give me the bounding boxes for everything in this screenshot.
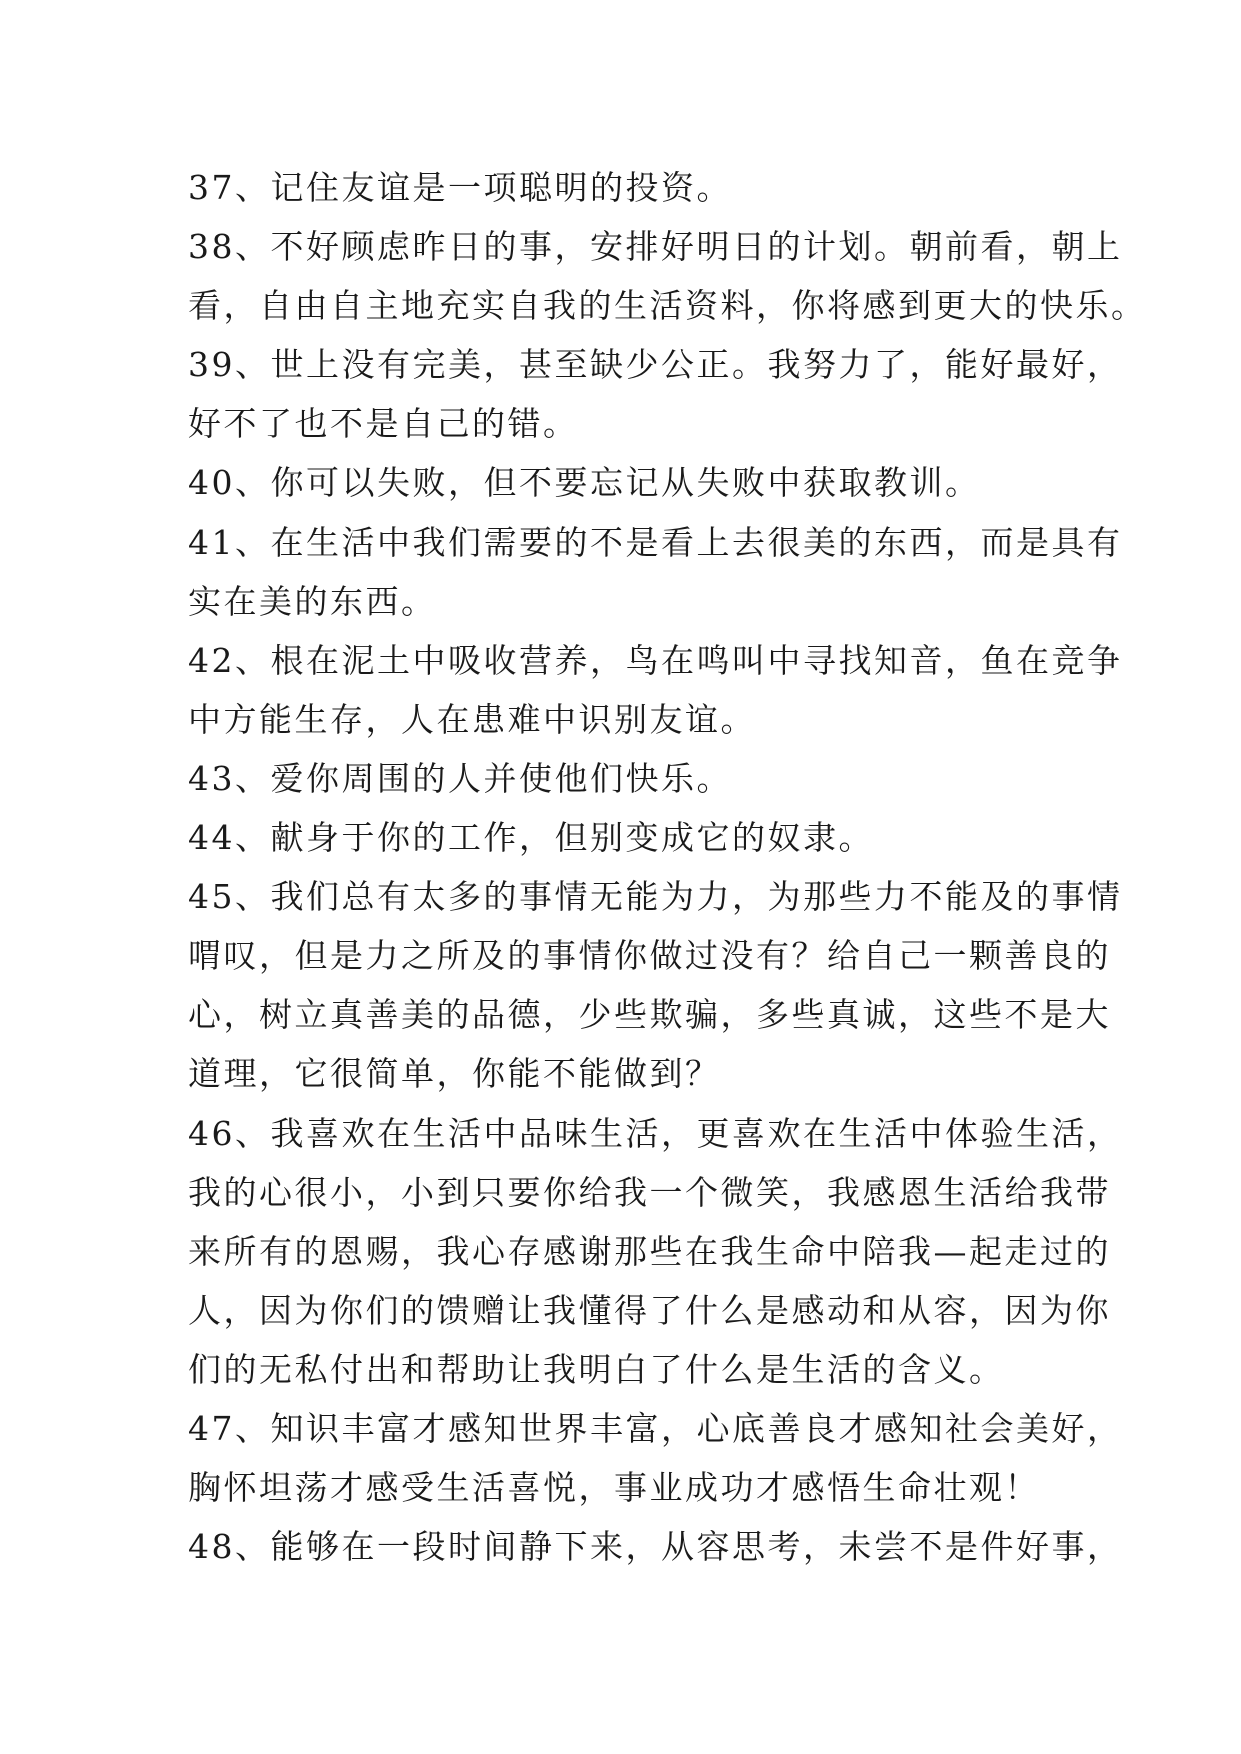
text-line: 来所有的恩赐，我心存感谢那些在我生命中陪我—起走过的 [188, 1231, 1111, 1271]
document-body [188, 158, 1147, 1576]
text-line: 48、能够在一段时间静下来，从容思考，未尝不是件好事， [188, 1527, 1123, 1567]
text-line: 道理，它很简单，你能不能做到？ [188, 1054, 721, 1094]
text-line: 喟叹，但是力之所及的事情你做过没有？给自己一颗善良的 [188, 936, 1111, 976]
text-line: 40、你可以失败，但不要忘记从失败中获取教训。 [188, 463, 981, 503]
text-line: 实在美的东西。 [188, 581, 437, 621]
text-line: 们的无私付出和帮助让我明白了什么是生活的含义。 [188, 1349, 1005, 1389]
text-line: 39、世上没有完美，甚至缺少公正。我努力了，能好最好， [188, 345, 1123, 385]
text-line: 我的心很小，小到只要你给我一个微笑，我感恩生活给我带 [188, 1172, 1111, 1212]
text-line: 37、记住友谊是一项聪明的投资。 [188, 168, 732, 207]
text-line: 看，自由自主地充实自我的生活资料，你将感到更大的快乐。 [188, 286, 1147, 326]
text-line: 人，因为你们的馈赠让我懂得了什么是感动和从容，因为你 [188, 1290, 1111, 1330]
text-line: 38、不好顾虑昨日的事，安排好明日的计划。朝前看，朝上 [188, 227, 1123, 267]
text-line: 42、根在泥土中吸收营养，鸟在鸣叫中寻找知音，鱼在竞争 [188, 640, 1123, 680]
text-line: 43、爱你周围的人并使他们快乐。 [188, 758, 732, 798]
text-line: 心，树立真善美的品德，少些欺骗，多些真诚，这些不是大 [188, 995, 1111, 1035]
text-line: 47、知识丰富才感知世界丰富，心底善良才感知社会美好， [188, 1408, 1123, 1448]
text-line: 好不了也不是自己的错。 [188, 404, 579, 444]
text-line: 中方能生存，人在患难中识别友谊。 [188, 699, 756, 739]
text-line: 41、在生活中我们需要的不是看上去很美的东西，而是具有 [188, 522, 1123, 562]
text-line: 44、献身于你的工作，但别变成它的奴隶。 [188, 818, 874, 858]
text-line: 胸怀坦荡才感受生活喜悦，事业成功才感悟生命壮观！ [188, 1468, 1040, 1508]
text-line: 45、我们总有太多的事情无能为力，为那些力不能及的事情 [188, 877, 1123, 917]
text-line: 46、我喜欢在生活中品味生活，更喜欢在生活中体验生活， [188, 1113, 1123, 1153]
